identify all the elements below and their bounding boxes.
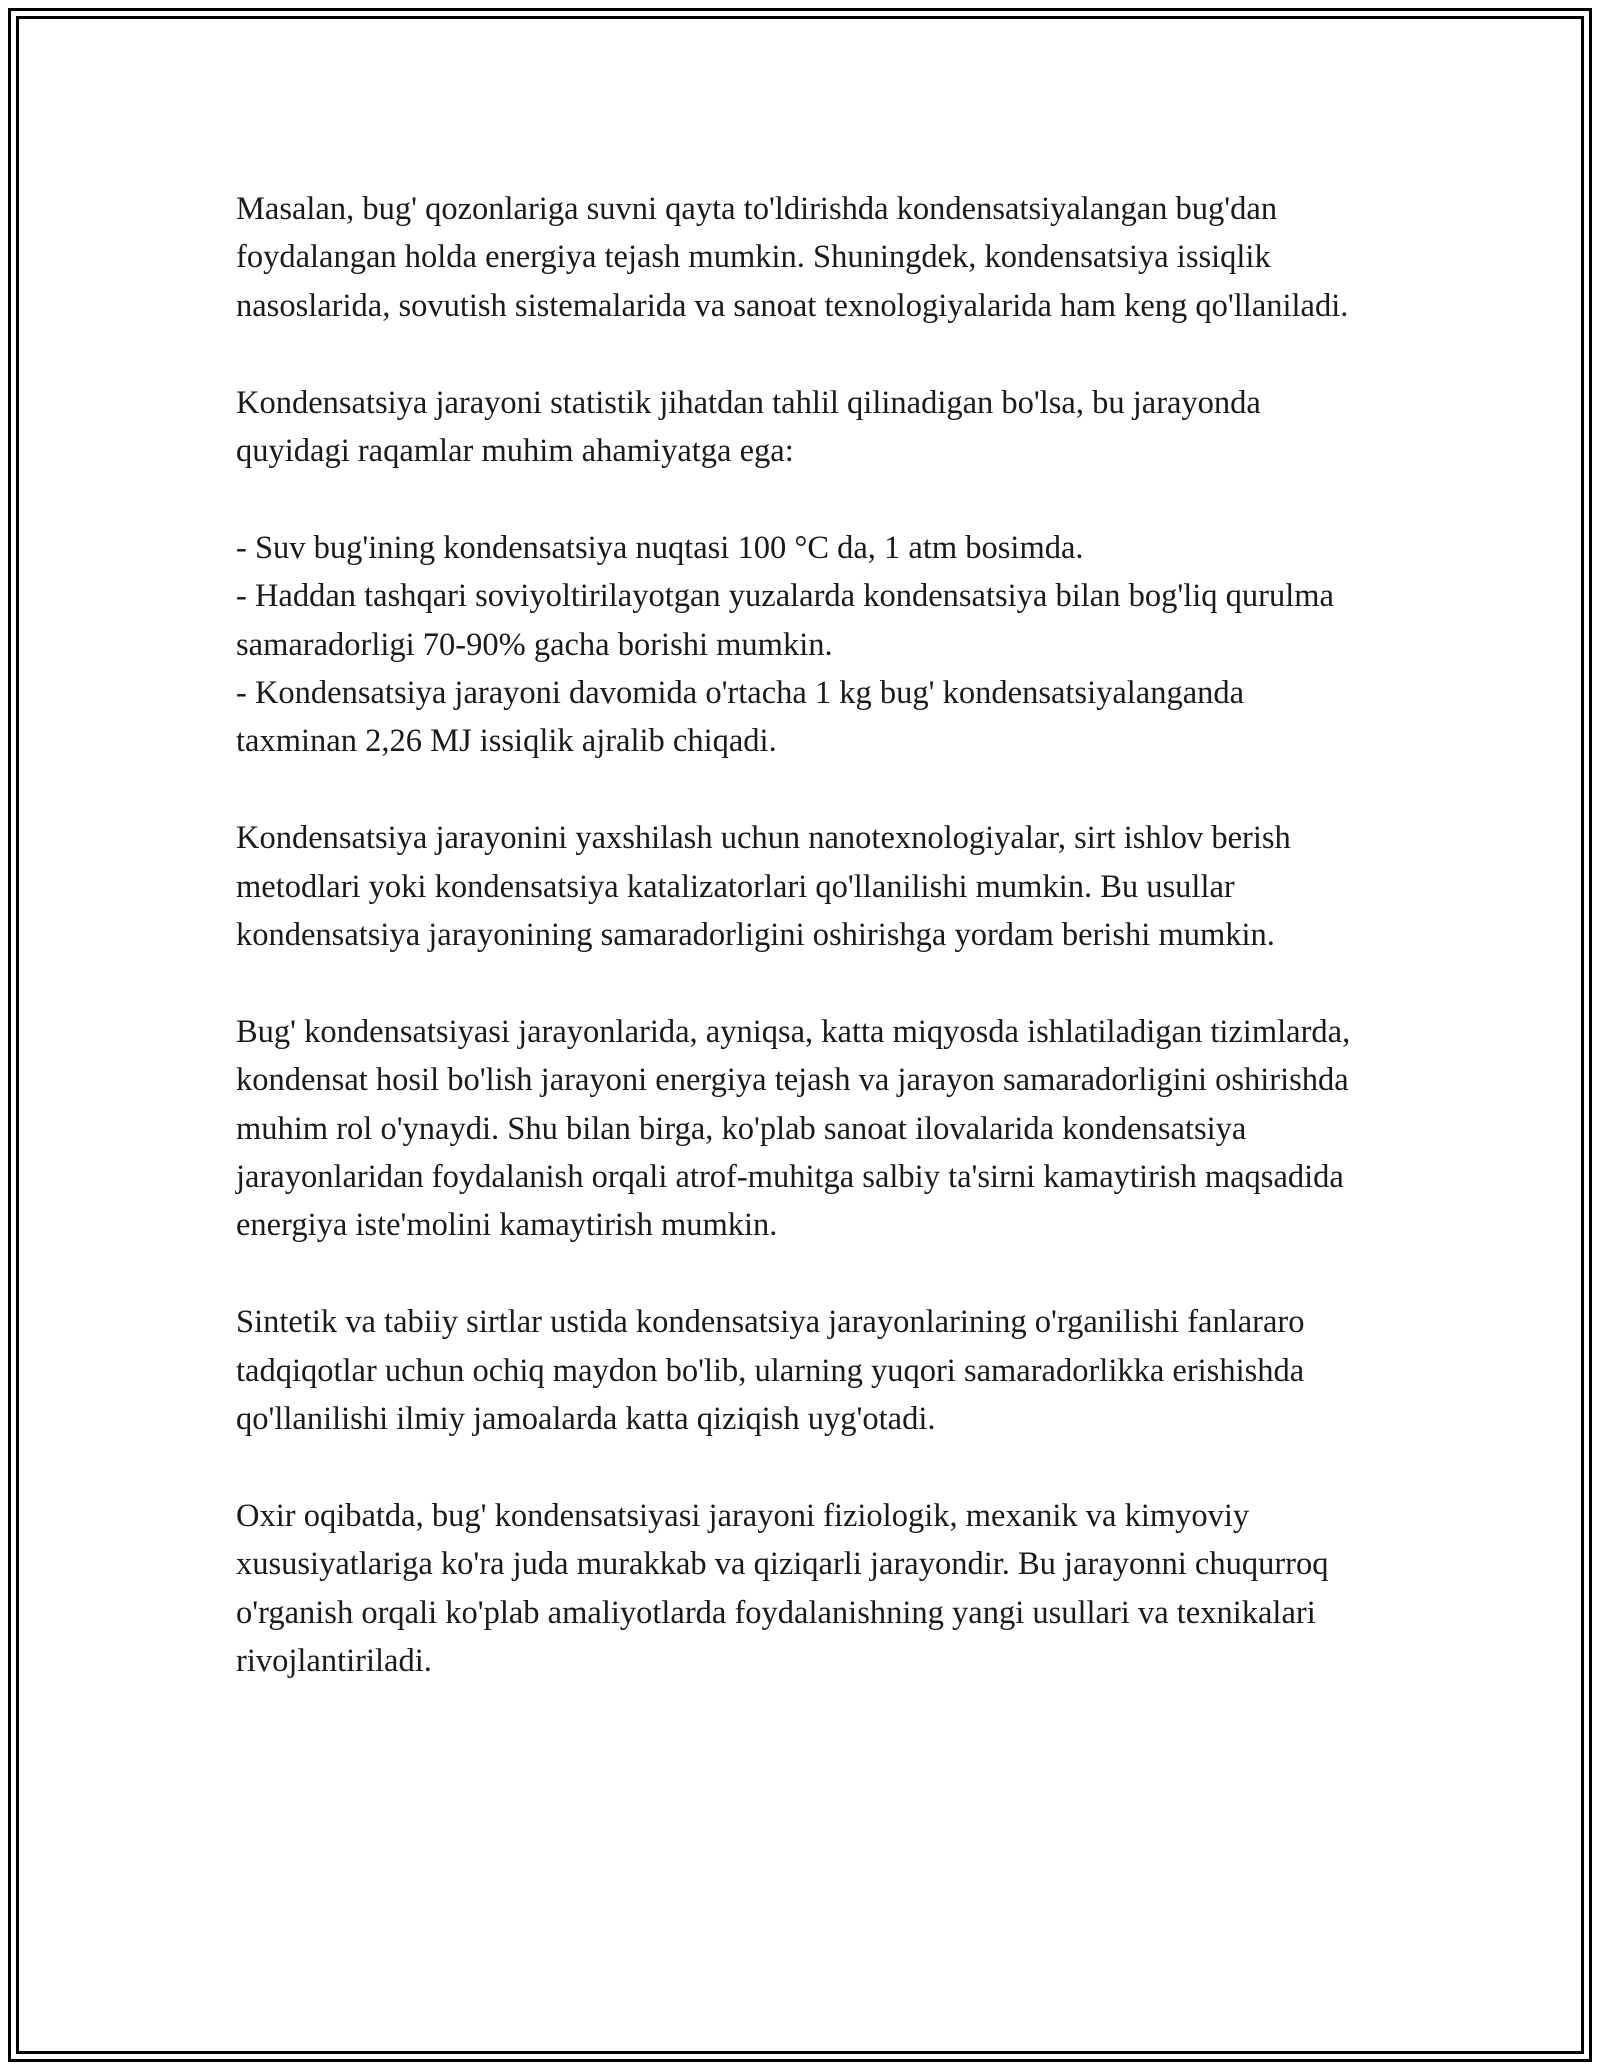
paragraph-energy-saving: Masalan, bug' qozonlariga suvni qayta to'ldirishda kondensatsiyalangan bug'dan foydalangan holda energiya tejash mumkin. Shuningdek, kondensatsiya issiqlik nasoslarida, sovutish sistemalarida va sanoat texnologiyalarida ham keng qo'llaniladi. [236, 191, 1349, 324]
paragraph-industrial-systems: Bug' kondensatsiyasi jarayonlarida, ayniqsa, katta miqyosda ishlatiladigan tizimlarda, kondensat hosil bo'lish jarayoni energiya tejash va jarayon samaradorligini oshirishda muhim rol o'ynaydi. Shu bilan birga, ko'plab sanoat ilovalarida kondensatsiya jarayonlaridan foydalanish orqali atrof-muhitga salbiy ta'sirni kamaytirish maqsadida energiya iste'molini kamaytirish mumkin. [236, 1013, 1351, 1244]
paragraph-surface-research: Sintetik va tabiiy sirtlar ustida kondensatsiya jarayonlarining o'rganilishi fanlararo tadqiqotlar uchun ochiq maydon bo'lib, ularning yuqori samaradorlikka erishishda qo'llanilishi ilmiy jamoalarda katta qiziqish uyg'otadi. [236, 1304, 1305, 1438]
statistics-list [236, 524, 1366, 766]
paragraph-conclusion: Oxir oqibatda, bug' kondensatsiyasi jarayoni fiziologik, mexanik va kimyoviy xususiyatlariga ko'ra juda murakkab va qiziqarli jarayondir. Bu jarayonni chuqurroq o'rganish orqali ko'plab amaliyotlarda foydalanishning yangi usullari va texnikalari rivojlantiriladi. [236, 1497, 1329, 1680]
paragraph-improvement-methods: Kondensatsiya jarayonini yaxshilash uchun nanotexnologiyalar, sirt ishlov berish metodlari yoki kondensatsiya katalizatorlari qo'llanilishi mumkin. Bu usullar kondensatsiya jarayonining samaradorligini oshirishga yordam berishi mumkin. [236, 820, 1291, 954]
list-item: - Suv bug'ining kondensatsiya nuqtasi 100 °C da, 1 atm bosimda. [236, 529, 1084, 566]
list-item: - Kondensatsiya jarayoni davomida o'rtacha 1 kg bug' kondensatsiyalanganda taxminan 2,26 MJ issiqlik ajralib chiqadi. [236, 675, 1245, 760]
paragraph-statistics-intro: Kondensatsiya jarayoni statistik jihatdan tahlil qilinadigan bo'lsa, bu jarayonda quyidagi raqamlar muhim ahamiyatga ega: [236, 384, 1261, 470]
document-body [236, 185, 1366, 1686]
list-item: - Haddan tashqari soviyoltirilayotgan yuzalarda kondensatsiya bilan bog'liq qurulma samaradorligi 70-90% gacha borishi mumkin. [236, 578, 1334, 663]
